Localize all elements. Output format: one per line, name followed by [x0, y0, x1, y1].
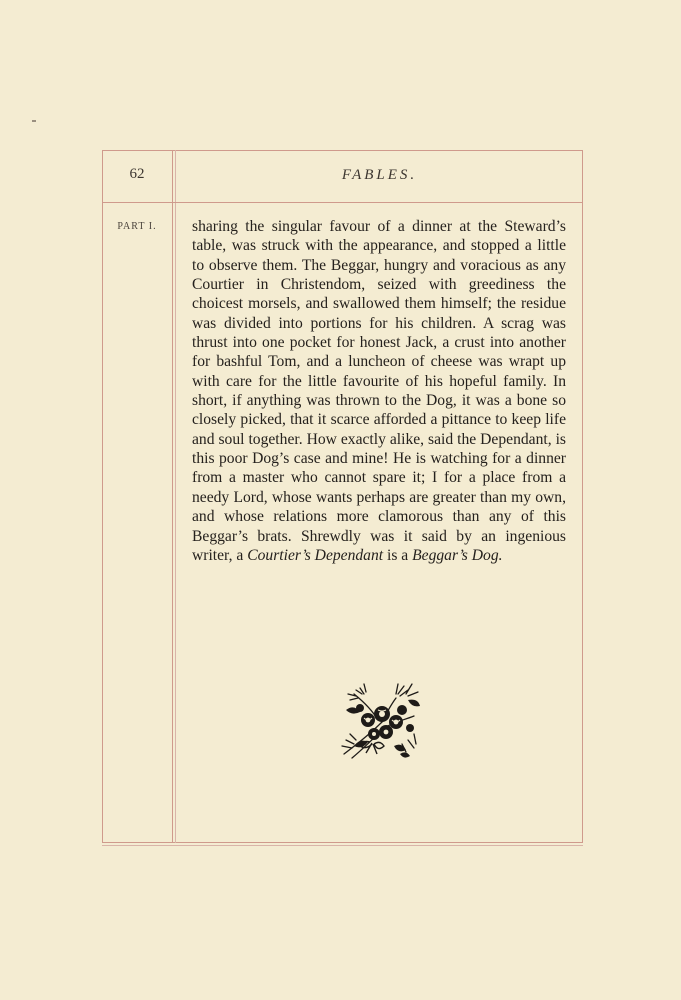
italic-segment: Courtier’s Dependant [247, 546, 384, 564]
footer-rule [102, 845, 583, 846]
text-segment: sharing the singular favour of a dinner at the Steward’s table, was struck with the appearance, and stopped a little to observe them. The Beggar, hungry and voracious as any Courtier in Christendom, seized with greediness the choicest morsels, and swallowed them himself; the residue was divided into portions for his children. A scrag was thrust into one pocket for honest Jack, a crust into another for bashful Tom, and a luncheon of cheese was wrapt up with care for the little favourite of his hopeful family. In short, if anything was thrown to the Dog, it was a bone so closely picked, that it scarce afforded a pittance to keep life and soul together. How exactly alike, said the Dependant, is this poor Dog’s case and mine! He is watching for a dinner from a master who cannot spare it; I for a place from a needy Lord, whose wants perhaps are greater than my own, and whose relations more clamorous than any of this Beggar’s brats. Shrewdly was it said by an ingenious writer, a [192, 218, 566, 564]
page-number: 62 [129, 166, 145, 182]
header-rule [102, 202, 583, 203]
column-rule [172, 150, 173, 843]
floral-vignette-icon [338, 680, 424, 764]
running-title: FABLES. [341, 167, 418, 183]
paragraph [192, 217, 566, 565]
page-edge-mark [32, 120, 36, 122]
body-text [192, 217, 566, 565]
column-rule-inner [175, 150, 176, 843]
text-segment: is a [383, 546, 413, 564]
italic-segment: Beggar’s Dog. [412, 546, 503, 564]
part-label: PART I. [117, 221, 157, 232]
